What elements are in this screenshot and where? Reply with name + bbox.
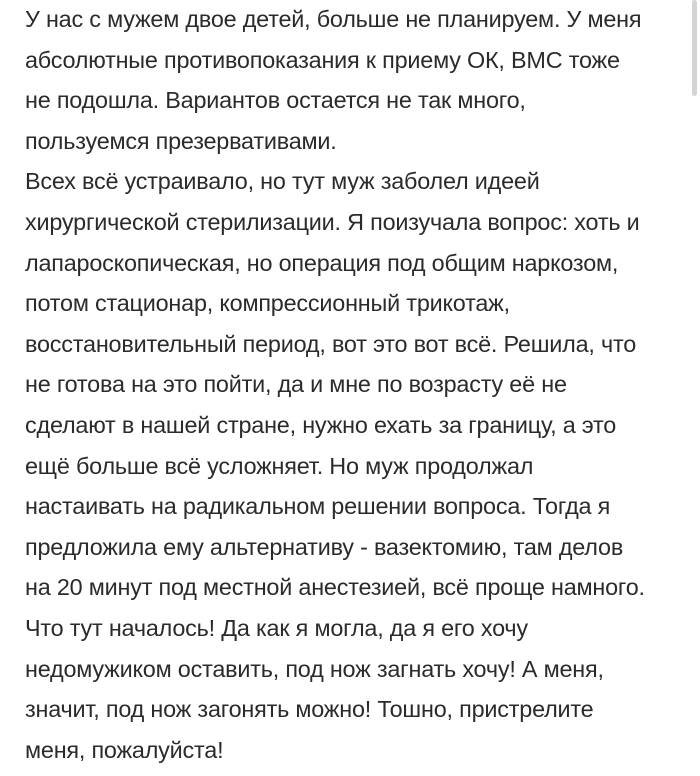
text-line: восстановительный период, вот это вот всё. Решила, что <box>25 330 637 357</box>
scrollbar[interactable] <box>692 0 697 96</box>
text-line: не подошла. Вариантов остается не так много, <box>25 87 526 114</box>
text-line: пользуемся презервативами. <box>25 127 337 154</box>
text-line: Всех всё устраивало, но тут муж заболел идеей <box>25 168 540 195</box>
text-line: на 20 минут под местной анестезией, всё проще намного. <box>25 574 645 601</box>
text-line: хирургической стерилизации. Я поизучала вопрос: хоть и <box>25 208 640 235</box>
text-line: предложила ему альтернативу - вазектомию, там делов <box>25 533 624 560</box>
text-line: Что тут началось! Да как я могла, да я его хочу <box>25 614 528 641</box>
text-line: значит, под нож загонять можно! Тошно, пристрелите <box>25 696 594 723</box>
text-line: сделают в нашей стране, нужно ехать за границу, а это <box>25 411 617 438</box>
text-line: ещё больше всё усложняет. Но муж продолжал <box>25 452 534 479</box>
text-line: потом стационар, компрессионный трикотаж, <box>25 290 510 317</box>
text-line: не готова на это пойти, да и мне по возрасту её не <box>25 371 567 398</box>
post-text <box>25 0 685 770</box>
text-line: недомужиком оставить, под нож загнать хочу! А меня, <box>25 655 604 682</box>
text-line: настаивать на радикальном решении вопроса. Тогда я <box>25 493 611 520</box>
text-line: меня, пожалуйста! <box>25 736 224 763</box>
text-line: У нас с мужем двое детей, больше не планируем. У меня <box>25 6 642 32</box>
text-line: абсолютные противопоказания к приему ОК, ВМС тоже <box>25 46 620 73</box>
text-line: лапароскопическая, но операция под общим наркозом, <box>25 249 619 276</box>
